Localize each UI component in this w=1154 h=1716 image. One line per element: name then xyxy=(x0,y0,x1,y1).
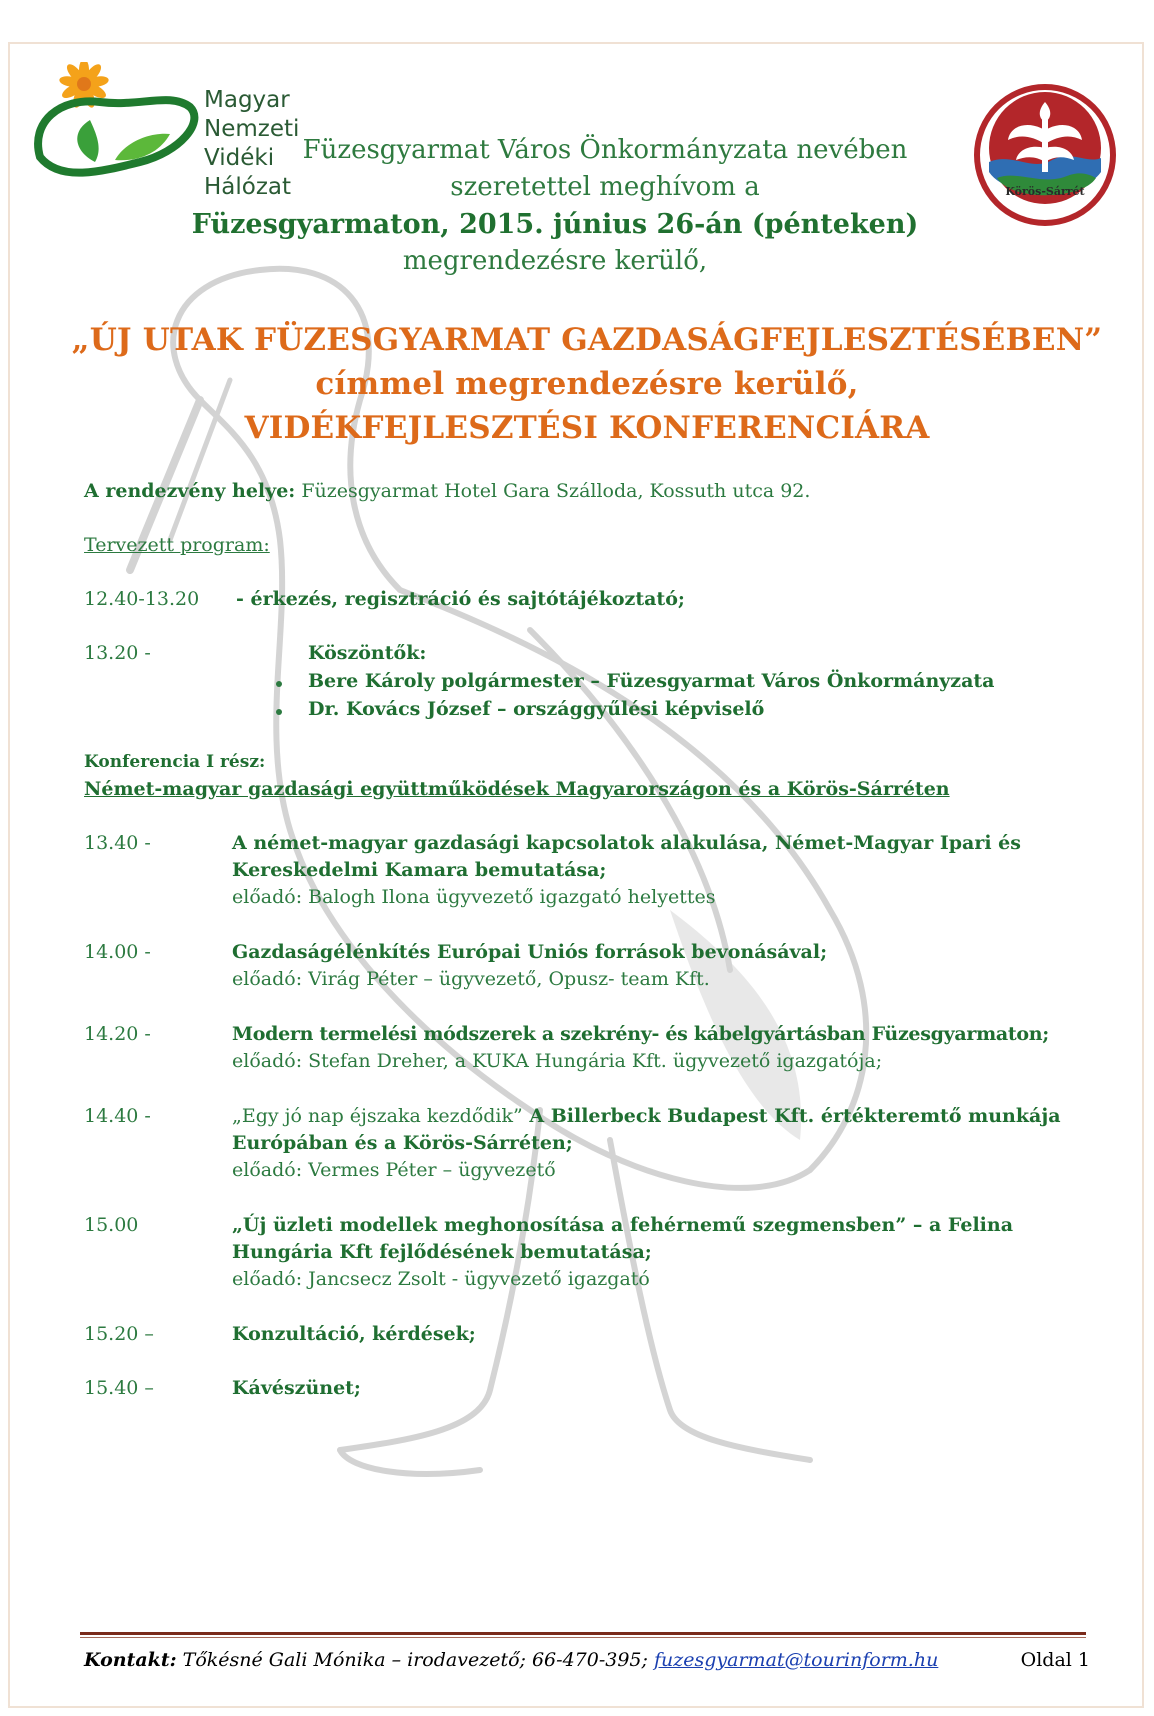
venue-label: A rendezvény helye: xyxy=(84,480,296,502)
agenda-title: „Új üzleti modellek meghonosítása a fehérnemű szegmensben” – a Felina xyxy=(232,1214,1014,1236)
agenda-time: 15.40 – xyxy=(84,1377,154,1399)
agenda-title: Konzultáció, kérdések; xyxy=(232,1323,476,1345)
greeting-item-1: Bere Károly polgármester – Füzesgyarmat Város Önkormányzata xyxy=(308,670,995,692)
header-line-2: szeretettel meghívom a xyxy=(450,172,760,202)
arrival-text: - érkezés, regisztráció és sajtótájékoztató; xyxy=(236,588,685,610)
venue-line xyxy=(84,480,810,502)
title-line-1: „ÚJ UTAK FÜZESGYARMAT GAZDASÁGFEJLESZTÉSÉBEN” xyxy=(71,322,1103,358)
agenda-quote: „Egy jó nap éjszaka kezdődik” xyxy=(232,1105,523,1127)
page-number: Oldal 1 xyxy=(1020,1649,1090,1671)
footer-email-link[interactable]: fuzesgyarmat@tourinform.hu xyxy=(653,1649,939,1671)
agenda-time: 13.40 - xyxy=(84,832,151,854)
agenda-speaker: előadó: Balogh Ilona ügyvezető igazgató helyettes xyxy=(232,886,716,908)
agenda-title: A Billerbeck Budapest Kft. értékteremtő munkája xyxy=(522,1105,1061,1127)
venue-value: Füzesgyarmat Hotel Gara Szálloda, Kossuth utca 92. xyxy=(295,480,811,502)
logo-line-1: Magyar xyxy=(204,87,290,113)
bullet-icon xyxy=(276,681,282,687)
agenda-speaker: előadó: Vermes Péter – ügyvezető xyxy=(232,1159,556,1181)
section-title: Német-magyar gazdasági együttműködések Magyarországon és a Körös-Sárréten xyxy=(84,778,950,800)
agenda-speaker: előadó: Virág Péter – ügyvezető, Opusz- team Kft. xyxy=(232,968,710,990)
logo-line-3: Vidéki xyxy=(204,145,275,171)
logo-line-4: Hálózat xyxy=(204,174,292,200)
title-line-2: címmel megrendezésre kerülő, xyxy=(315,366,859,402)
koros-sarret-logo xyxy=(972,82,1118,228)
footer-contact xyxy=(84,1649,938,1671)
greeting-item-2: Dr. Kovács József – országgyűlési képviselő xyxy=(308,698,765,720)
agenda-speaker: előadó: Jancsecz Zsolt - ügyvezető igazgató xyxy=(232,1268,650,1290)
title-line-3: VIDÉKFEJLESZTÉSI KONFERENCIÁRA xyxy=(244,410,930,446)
agenda-title-cont: Hungária Kft fejlődésének bemutatása; xyxy=(232,1241,652,1263)
agenda-time: 14.40 - xyxy=(84,1105,151,1127)
footer-rule-thin xyxy=(80,1637,1086,1638)
agenda-time: 15.00 xyxy=(84,1214,139,1236)
section-label: Konferencia I rész: xyxy=(84,752,266,772)
agenda-item-4-line xyxy=(232,1105,1061,1127)
header-date-line: Füzesgyarmaton, 2015. június 26-án (pénteken) xyxy=(191,209,919,240)
footer-rule xyxy=(80,1632,1086,1635)
bullet-icon xyxy=(276,709,282,715)
footer-text: Tőkésné Gali Mónika – irodavezető; 66-470-395; xyxy=(176,1649,654,1671)
program-heading: Tervezett program: xyxy=(84,534,270,556)
agenda-title-cont: Európában és a Körös-Sárréten; xyxy=(232,1132,573,1154)
agenda-title: Modern termelési módszerek a szekrény- és kábelgyártásban Füzesgyarmaton; xyxy=(232,1023,1049,1045)
arrival-time: 12.40-13.20 xyxy=(84,588,200,610)
header-line-1: Füzesgyarmat Város Önkormányzata nevében xyxy=(302,135,908,165)
greetings-time: 13.20 - xyxy=(84,642,151,664)
agenda-time: 14.00 - xyxy=(84,941,151,963)
logo-line-2: Nemzeti xyxy=(204,116,300,142)
invitation-header xyxy=(191,132,980,280)
agenda-title: Kávészünet; xyxy=(232,1377,361,1399)
logo-right-caption: Körös-Sárrét xyxy=(1005,185,1085,198)
agenda-time: 15.20 – xyxy=(84,1323,154,1345)
greetings-label: Köszöntők: xyxy=(308,642,427,664)
agenda-title-cont: Kereskedelmi Kamara bemutatása; xyxy=(232,859,607,881)
agenda-time: 14.20 - xyxy=(84,1023,151,1045)
agenda-speaker: előadó: Stefan Dreher, a KUKA Hungária Kft. ügyvezető igazgatója; xyxy=(232,1050,883,1072)
conference-title xyxy=(60,318,1114,450)
agenda-title: A német-magyar gazdasági kapcsolatok alakulása, Német-Magyar Ipari és xyxy=(232,832,1021,854)
agenda-title: Gazdaságélénkítés Európai Uniós források bevonásával; xyxy=(232,941,828,963)
footer-label: Kontakt: xyxy=(84,1649,177,1671)
header-line-4: megrendezésre kerülő, xyxy=(402,246,708,276)
